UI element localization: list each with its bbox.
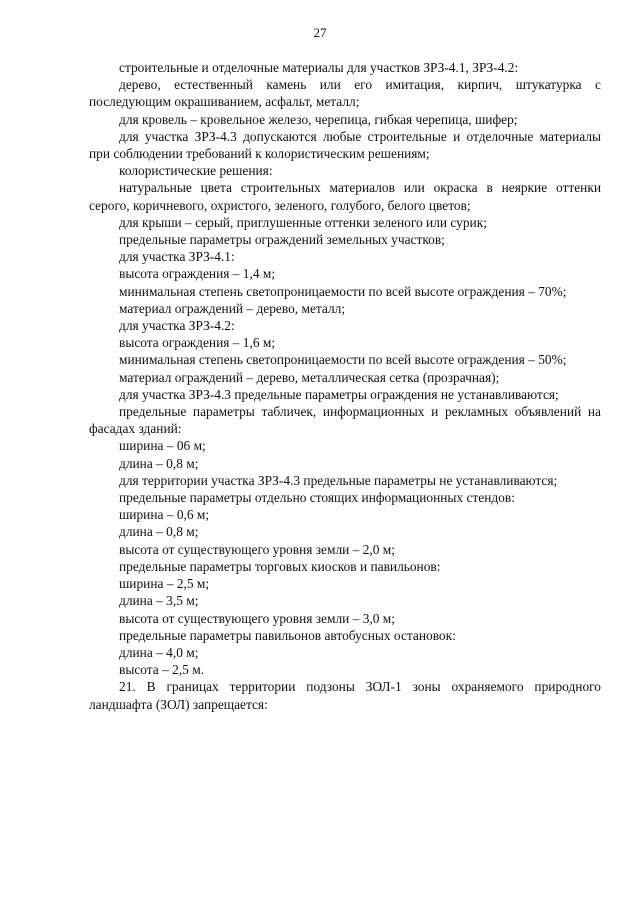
paragraph: для участка ЗРЗ-4.2: (119, 318, 235, 334)
paragraph: материал ограждений – дерево, металлическая сетка (прозрачная); (119, 369, 500, 385)
paragraph: для крыши – серый, приглушенные оттенки зеленого или сурик; (119, 214, 487, 230)
paragraph: высота – 2,5 м. (119, 662, 205, 678)
paragraph: для участка ЗРЗ-4.3 предельные параметры ограждения не устанавливаются; (119, 386, 559, 402)
paragraph: строительные и отделочные материалы для участков ЗРЗ-4.1, ЗРЗ-4.2: (119, 60, 519, 75)
paragraph: высота ограждения – 1,6 м; (119, 335, 276, 351)
paragraph: ширина – 06 м; (119, 438, 206, 454)
paragraph: предельные параметры ограждений земельных участков; (119, 232, 445, 248)
paragraph: ширина – 0,6 м; (119, 507, 210, 523)
paragraph: минимальная степень светопроницаемости по всей высоте ограждения – 70%; (119, 283, 567, 299)
paragraph: материал ограждений – дерево, металл; (119, 300, 346, 316)
paragraph: для территории участка ЗРЗ-4.3 предельные параметры не устанавливаются; (119, 472, 558, 488)
paragraph: длина – 0,8 м; (119, 524, 199, 540)
paragraph: для участка ЗРЗ-4.1: (119, 249, 235, 265)
paragraph: высота от существующего уровня земли – 3,0 м; (119, 610, 395, 626)
paragraph: минимальная степень светопроницаемости по всей высоте ограждения – 50%; (119, 352, 567, 368)
paragraph: длина – 0,8 м; (119, 455, 199, 471)
page-number: 27 (313, 25, 327, 40)
paragraph: высота ограждения – 1,4 м; (119, 266, 276, 282)
paragraph: высота от существующего уровня земли – 2,0 м; (119, 541, 395, 557)
paragraph: длина – 4,0 м; (119, 644, 199, 660)
paragraph: предельные параметры торговых киосков и павильонов: (119, 558, 441, 574)
paragraph: колористические решения: (119, 163, 273, 179)
document-body (89, 59, 601, 713)
paragraph: натуральные цвета строительных материалов или окраска в неяркие оттенки серого, коричневого, охристого, зеленого, голубого, белого цветов; (89, 180, 601, 213)
paragraph: ширина – 2,5 м; (119, 576, 210, 592)
paragraph: для участка ЗРЗ-4.3 допускаются любые строительные и отделочные материалы при соблюдении требований к колористическим решениям; (89, 128, 601, 162)
section-21-paragraph: 21. В границах территории подзоны ЗОЛ-1 зоны охраняемого природного ландшафта (ЗОЛ) запрещается: (89, 679, 601, 712)
paragraph: предельные параметры табличек, информационных и рекламных объявлений на фасадах зданий: (89, 404, 601, 437)
paragraph: предельные параметры отдельно стоящих информационных стендов: (119, 490, 515, 506)
paragraph: предельные параметры павильонов автобусных остановок: (119, 627, 456, 643)
paragraph: для кровель – кровельное железо, черепица, гибкая черепица, шифер; (119, 111, 518, 127)
paragraph: дерево, естественный камень или его имитация, кирпич, штукатурка с последующим окрашиванием, асфальт, металл; (89, 77, 601, 110)
paragraph: длина – 3,5 м; (119, 593, 199, 609)
